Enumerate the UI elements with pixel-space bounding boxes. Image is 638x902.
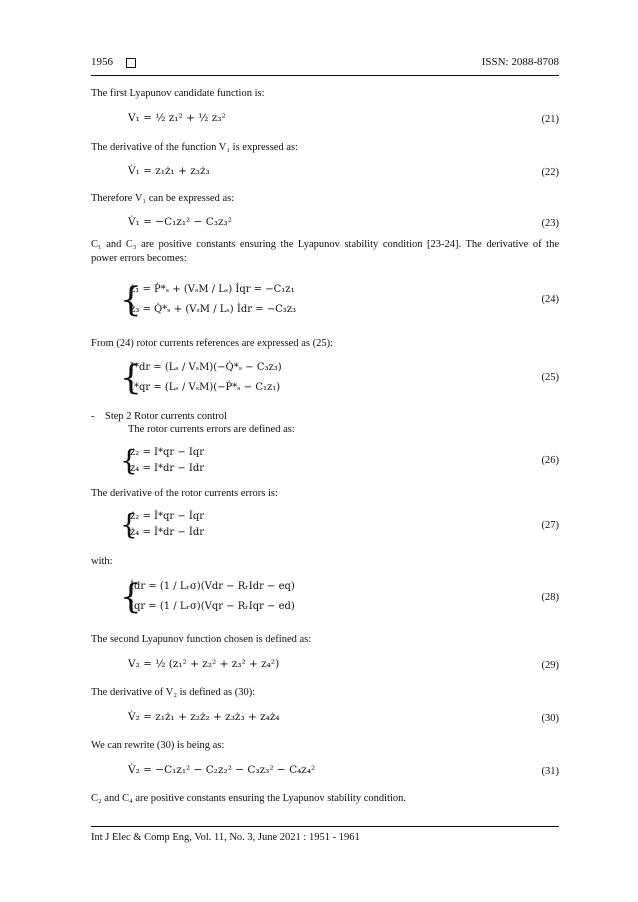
equation-number: (23) [541, 218, 559, 229]
square-icon [126, 58, 136, 68]
equation-line: I*dr = (Lₛ / VₛM)(−Q̇*ₛ − C₃z₃) [130, 362, 282, 373]
equation-number: (28) [541, 592, 559, 603]
paragraph: C₂ and C₄ are positive constants ensuring the Lyapunov stability condition. [91, 793, 406, 804]
equation-line: İ*qr = (Lₛ / VₛM)(−Ṗ*ₛ − C₁z₁) [130, 382, 281, 393]
equation-line: z₄ = I*dr − Idr [130, 463, 205, 474]
equation-line: ż₁ = Ṗ*ₛ + (VₛM / Lₛ) İqr = −C₁z₁ [130, 284, 295, 295]
brace-icon: { [120, 358, 142, 398]
equation-number: (22) [541, 167, 559, 178]
footer-citation: Int J Elec & Comp Eng, Vol. 11, No. 3, June 2021 : 1951 - 1961 [91, 832, 360, 843]
step-heading: - Step 2 Rotor currents control [91, 411, 227, 422]
equation-31: V̇₂ = −C₁z₁² − C₂z₂² − C₃z₃² − C₄z₄² [128, 764, 316, 776]
equation-number: (26) [541, 455, 559, 466]
equation-number: (25) [541, 372, 559, 383]
equation-number: (29) [541, 660, 559, 671]
paragraph: Therefore V₁ can be expressed as: [91, 193, 235, 204]
header-rule [91, 75, 559, 76]
paragraph: The derivative of V₂ is defined as (30): [91, 687, 256, 698]
equation-21: V₁ = ½ z₁² + ½ z₃² [128, 112, 226, 124]
equation-number: (31) [541, 766, 559, 777]
equation-number: (21) [541, 114, 559, 125]
brace-icon: { [120, 577, 142, 617]
equation-line: ż₂ = İ*qr − İqr [130, 511, 205, 522]
equation-23: V̇₁ = −C₁z₁² − C₃z₃² [128, 216, 232, 228]
paragraph: The derivative of the rotor currents errors is: [91, 488, 278, 499]
equation-29: V₂ = ½ (z₁² + z₂² + z₃² + z₄²) [128, 658, 280, 670]
brace-icon: { [120, 508, 138, 541]
equation-number: (24) [541, 294, 559, 305]
paragraph: with: [91, 556, 113, 567]
equation-number: (30) [541, 713, 559, 724]
equation-line: z₂ = I*qr − Iqr [130, 447, 205, 458]
paragraph: We can rewrite (30) is being as: [91, 740, 225, 751]
equation-line: ż₃ = Q̇*ₛ + (VₛM / Lₛ) İdr = −C₃z₃ [130, 304, 297, 315]
paragraph: The first Lyapunov candidate function is: [91, 88, 265, 99]
equation-line: ż₄ = İ*dr − İdr [130, 527, 205, 538]
issn: ISSN: 2088-8708 [481, 56, 559, 68]
equation-line: İdr = (1 / Lᵣσ)(Vdr − RᵣIdr − eq) [130, 581, 295, 592]
brace-icon: { [120, 280, 142, 320]
paragraph: From (24) rotor currents references are expressed as (25): [91, 338, 333, 349]
equation-number: (27) [541, 520, 559, 531]
paragraph: The derivative of the function V₁ is expressed as: [91, 142, 298, 153]
brace-icon: { [120, 444, 138, 477]
paragraph: C₁ and C₃ are positive constants ensuring the Lyapunov stability condition [23-24]. The derivative of the power errors becomes: [91, 239, 559, 264]
equation-22: V̇₁ = z₁ż₁ + z₃ż₃ [128, 165, 210, 177]
page-header [91, 56, 559, 74]
equation-30: V̇₂ = z₁ż₁ + z₂ż₂ + z₃ż₃ + z₄ż₄ [128, 711, 280, 723]
footer-rule [91, 826, 559, 827]
page-number: 1956 [91, 56, 113, 68]
paragraph: The rotor currents errors are defined as: [128, 424, 295, 435]
paragraph: The second Lyapunov function chosen is defined as: [91, 634, 312, 645]
equation-line: İqr = (1 / Lᵣσ)(Vqr − RᵣIqr − ed) [130, 601, 295, 612]
